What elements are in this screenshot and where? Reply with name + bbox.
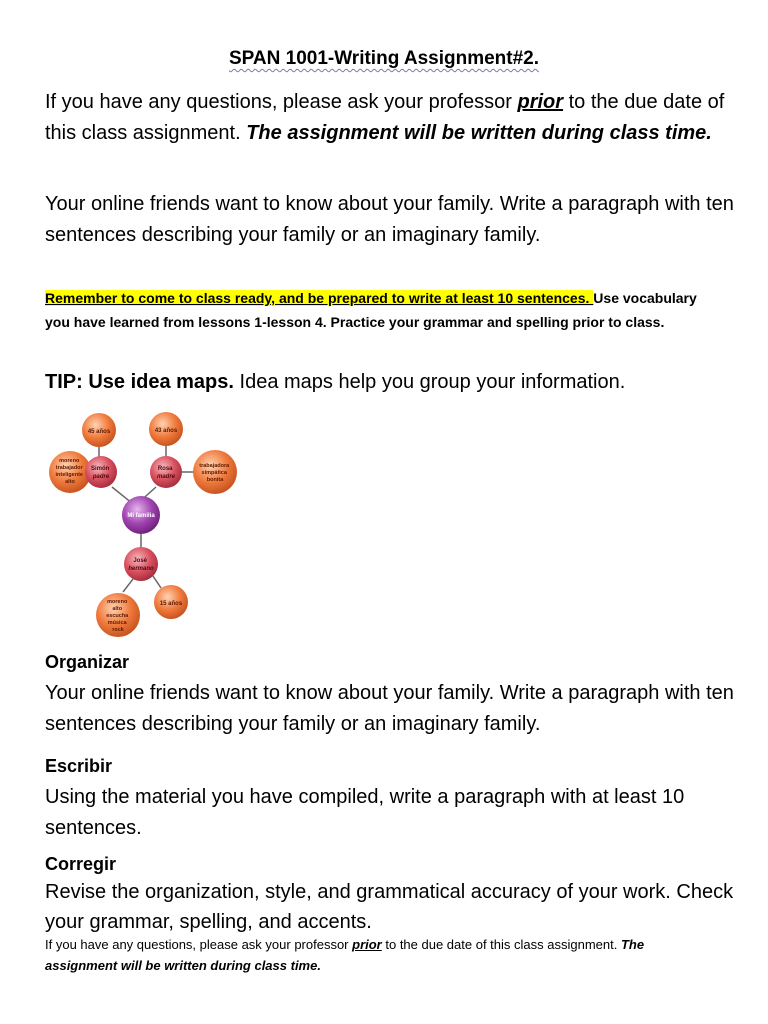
father-desc-1: moreno: [59, 458, 80, 464]
reminder-highlight: Remember to come to class ready, and be prepared to write at least 10 sentences.: [45, 290, 594, 306]
footer-text-2: to the due date of this class assignment.: [381, 937, 621, 952]
intro-text: If you have any questions, please ask your professor: [45, 91, 518, 113]
father-desc-bubble: [49, 451, 91, 493]
tip-text: Idea maps help you group your information.: [233, 371, 626, 393]
center-bubble: [122, 496, 160, 534]
footer-emphasis: The assignment will be written during class time.: [45, 937, 645, 973]
brother-desc-5: rock: [112, 627, 124, 633]
mother-desc-bubble: [193, 450, 237, 494]
mother-age-bubble: [149, 412, 183, 446]
footer-prior: prior: [352, 937, 382, 952]
brother-name: José: [133, 558, 148, 564]
brother-desc-3: escucha: [106, 613, 129, 619]
mother-desc-1: trabajadora: [199, 463, 230, 469]
reminder-rest: Use vocabulary you have learned from lessons 1-lesson 4. Practice your grammar and spelling prior to class.: [45, 290, 697, 330]
intro-paragraph: [45, 87, 735, 149]
footer-note: [45, 934, 695, 976]
section-text-escribir: Using the material you have compiled, write a paragraph with at least 10 sentences.: [45, 786, 685, 839]
tip-label: TIP: Use idea maps.: [45, 371, 234, 393]
brother-role: hermano: [128, 566, 154, 572]
mother-bubble: [150, 456, 182, 488]
section-text-organizar: Your online friends want to know about your family. Write a paragraph with ten sentences describing your family or an imaginary family.: [45, 682, 734, 735]
brother-desc-4: música: [107, 620, 127, 626]
father-desc-2: trabajador: [55, 465, 83, 471]
brother-desc-2: alto: [112, 606, 123, 612]
father-role: padre: [92, 474, 110, 480]
brother-bubble: [124, 547, 158, 581]
father-age: 45 años: [87, 429, 111, 435]
father-desc-3: inteligente: [55, 472, 83, 478]
section-text-corregir: Revise the organization, style, and grammatical accuracy of your work. Check your grammar, spelling, and accents.: [45, 881, 734, 933]
mother-desc-3: bonita: [206, 477, 224, 483]
brother-age: 15 años: [159, 601, 183, 607]
father-bubble: [85, 456, 117, 488]
father-desc-4: alto: [65, 479, 75, 485]
section-heading-corregir: Corregir: [45, 854, 117, 874]
section-heading-organizar: Organizar: [45, 652, 130, 672]
footer-text: If you have any questions, please ask your professor: [45, 937, 353, 952]
mother-name: Rosa: [157, 466, 173, 472]
idea-map: [45, 404, 245, 640]
prompt-paragraph: Your online friends want to know about your family. Write a paragraph with ten sentences describing your family or an imaginary family.: [45, 193, 734, 246]
mother-desc-2: simpática: [201, 470, 227, 476]
brother-age-bubble: [154, 585, 188, 619]
mother-age: 43 años: [154, 428, 178, 434]
father-name: Simón: [90, 466, 110, 472]
brother-desc-bubble: [96, 593, 140, 637]
section-heading-escribir: Escribir: [45, 756, 113, 776]
intro-emphasis: The assignment will be written during class time.: [246, 122, 712, 144]
assignment-title: SPAN 1001-Writing Assignment#2.: [228, 48, 540, 69]
tip-line: [45, 367, 625, 398]
intro-text-2: to the due date of this class assignment.: [45, 91, 725, 144]
intro-prior: prior: [517, 91, 564, 113]
reminder-paragraph: [45, 286, 705, 334]
mother-role: madre: [156, 474, 176, 480]
brother-desc-1: moreno: [107, 599, 128, 605]
father-age-bubble: [82, 413, 116, 447]
center-label: Mi familia: [127, 513, 155, 519]
